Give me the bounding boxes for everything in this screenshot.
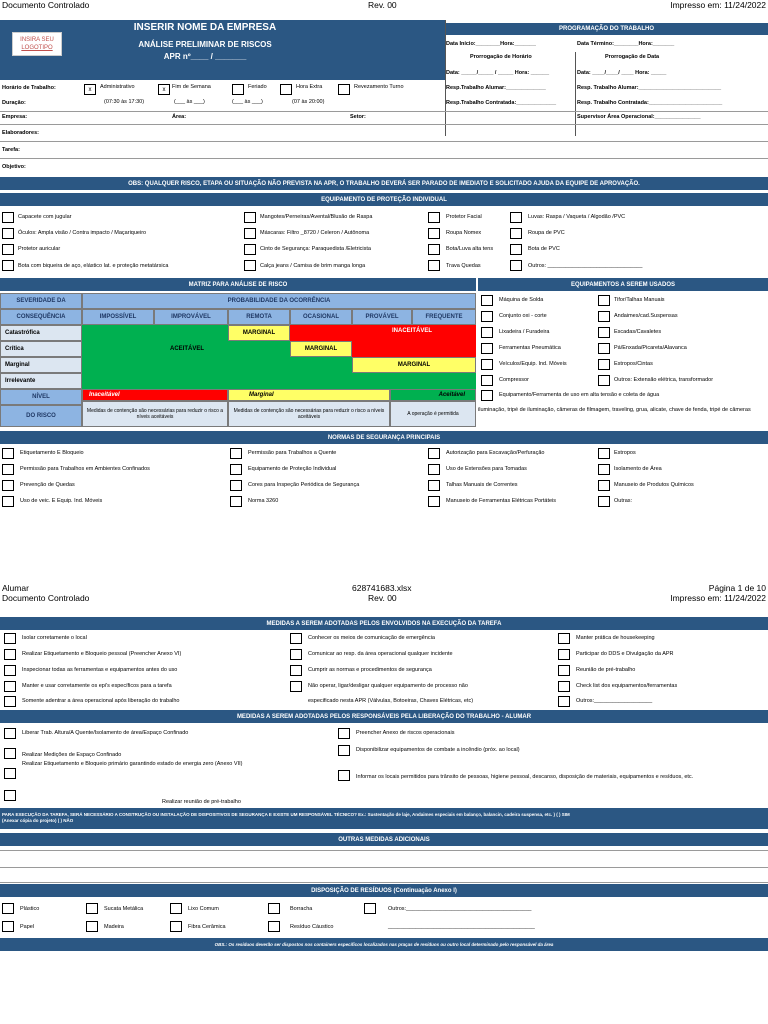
supervisor-field[interactable]: Supervisor Área Operacional:_______________: [577, 114, 701, 120]
opt-overtime: Hora Extra: [296, 84, 323, 90]
liberacao-checkbox[interactable]: [338, 745, 350, 756]
norma-item: Uso de Extensões para Tomadas: [446, 466, 527, 472]
matrix-bar: MATRIZ PARA ANÁLISE DE RISCO: [0, 278, 476, 291]
equip-item: Escadas/Cavaletes: [614, 329, 662, 335]
resp-contratada-right[interactable]: Resp. Trabalho Contratada:________________________: [577, 100, 723, 106]
liberacao-bar: MEDIDAS A SEREM ADOTADAS PELOS RESPONSÁVEIS PELA LIBERAÇÃO DO TRABALHO - ALUMAR: [0, 710, 768, 723]
equip-item-long: Equipamento/Ferramenta de uso em alta tensão e coleta de água: [499, 392, 660, 398]
medida-checkbox[interactable]: [558, 633, 570, 644]
dur-overtime: (07 às 20:00): [292, 99, 325, 105]
duracao-label: Duração:: [2, 100, 26, 106]
equip-checkbox[interactable]: [598, 295, 610, 306]
filename-label: 628741683.xlsx: [352, 583, 412, 593]
residuo-checkbox[interactable]: [2, 921, 14, 932]
checkbox-shift[interactable]: [338, 84, 350, 95]
residuo-item: Borracha: [290, 906, 313, 912]
epi-checkbox[interactable]: [428, 228, 440, 239]
medida-item: Inspecionar todas as ferramentas e equipamentos antes do uso: [22, 667, 178, 673]
liberacao-checkbox[interactable]: [4, 790, 16, 801]
prob-col: REMOTA: [228, 309, 290, 325]
residuos-obs: OBS.: Os resíduos deverão ser dispostos nos containers específicos localizados nas praças de resíduos ou outro local determinado pelo responsável da área: [0, 938, 768, 951]
equip-bar: EQUIPAMENTOS A SEREM USADOS: [478, 278, 768, 291]
equip-item: Estropos/Cintas: [614, 361, 653, 367]
residuo-item: Fibra Cerâmica: [188, 924, 226, 930]
epi-checkbox[interactable]: [428, 212, 440, 223]
equip-item: Lixadeira / Furadeira: [499, 329, 550, 335]
equip-item: Ferramentas Pneumática: [499, 345, 561, 351]
medida-checkbox[interactable]: [290, 633, 302, 644]
revision-label: Rev. 00: [368, 0, 397, 10]
opt-holiday: Feriado: [248, 84, 267, 90]
residuo-item: Lixo Comum: [188, 906, 219, 912]
norma-item: Isolamento de Área: [614, 466, 662, 472]
risk-level-label: DO RISCO: [0, 405, 82, 427]
epi-checkbox[interactable]: [244, 260, 256, 271]
epi-item: Roupa Nomex: [446, 230, 482, 236]
equip-item: Veículos/Equip. Ind. Móveis: [499, 361, 567, 367]
equip-checkbox[interactable]: [481, 311, 493, 322]
epi-checkbox[interactable]: [2, 260, 14, 271]
liberacao-checkbox[interactable]: [4, 748, 16, 759]
checkbox-admin[interactable]: x: [84, 84, 96, 95]
medidas-bar: MEDIDAS A SEREM ADOTADAS PELOS ENVOLVIDOS NA EXECUÇÃO DA TAREFA: [0, 617, 768, 630]
dur-weekend: (___ às ___): [174, 99, 205, 105]
medida-item: Somente adentrar a área operacional após liberação do trabalho: [22, 698, 180, 704]
epi-item: Mangotes/Perneiras/Avental/Blusão de Raspa: [260, 214, 373, 220]
nivel-label: NÍVEL: [0, 389, 82, 405]
dur-admin: (07:30 às 17:30): [104, 99, 145, 105]
medida-checkbox[interactable]: [558, 649, 570, 660]
residuo-item: Resíduo Cáustico: [290, 924, 334, 930]
medida-checkbox[interactable]: [290, 649, 302, 660]
prob-col: IMPROVÁVEL: [154, 309, 228, 325]
prorrog-horario: Prorrogação de Horário: [470, 54, 532, 60]
norma-checkbox[interactable]: [428, 480, 440, 491]
equip-item: Pá/Enxada/Picareta/Alavanca: [614, 345, 687, 351]
medida-item: Manter prática de housekeeping: [576, 635, 655, 641]
norma-item: Equipamento de Proteção Individual: [248, 466, 337, 472]
epi-item: Bota/Luva alta tens: [446, 246, 494, 252]
risk-zone-red-2: [352, 341, 476, 357]
equip-checkbox[interactable]: [481, 359, 493, 370]
doc-controlled-label: Documento Controlado: [2, 593, 90, 603]
norma-checkbox[interactable]: [2, 448, 14, 459]
norma-item: Manuseio de Ferramentas Elétricas Portáteis: [446, 498, 557, 504]
equip-checkbox[interactable]: [481, 390, 493, 401]
norma-checkbox[interactable]: [598, 464, 610, 475]
page-2: [0, 580, 768, 1024]
epi-bar: EQUIPAMENTO DE PROTEÇÃO INDIVIDUAL: [0, 193, 768, 206]
prorrog-data: Prorrogação de Data: [605, 54, 660, 60]
liberacao-item: Preencher Anexo de riscos operacionais: [356, 730, 455, 736]
residuo-item: Plástico: [20, 906, 40, 912]
residuo-checkbox[interactable]: [268, 903, 280, 914]
resp-alumar-left[interactable]: Resp.Trabalho Alumar:_____________: [446, 85, 546, 91]
risk-marginal-cell: MARGINAL: [228, 325, 290, 341]
severity-header-2: CONSEQUÊNCIA: [0, 309, 82, 325]
norma-checkbox[interactable]: [2, 480, 14, 491]
medida-checkbox[interactable]: [4, 665, 16, 676]
norma-item: Permissão para Trabalhos a Quente: [248, 450, 337, 456]
probability-header: PROBABILIDADE DA OCORRÊNCIA: [82, 293, 476, 309]
risk-marginal-cell: MARGINAL: [290, 341, 352, 357]
norma-checkbox[interactable]: [2, 496, 14, 507]
liberacao-checkbox[interactable]: [4, 768, 16, 779]
epi-item: Cinto de Segurança: Paraquedista /Eletricista: [260, 246, 371, 252]
tarefa-field[interactable]: Tarefa:: [2, 147, 20, 153]
medida-item: Participar do DDS e Divulgação da APR: [576, 651, 674, 657]
equip-checkbox[interactable]: [481, 375, 493, 386]
norma-item: Estropos: [614, 450, 636, 456]
epi-item: Protetor auricular: [18, 246, 61, 252]
norma-item: Cores para Inspeção Periódica de Segurança: [248, 482, 360, 488]
horario-label: Horário de Trabalho:: [2, 85, 56, 91]
resp-contratada-left[interactable]: Resp.Trabalho Contratada:_____________: [446, 100, 557, 106]
medida-item: Check list dos equipamentos/ferramentas: [576, 683, 678, 689]
prorrog-date-field[interactable]: Data: ____/____/ ____ Hora: _____: [577, 70, 667, 76]
norma-checkbox[interactable]: [428, 464, 440, 475]
residuo-checkbox[interactable]: [268, 921, 280, 932]
epi-item: Capacete com jugular: [18, 214, 72, 220]
risk-acceptable-label: ACEITÁVEL: [170, 346, 205, 352]
level-acceptable: Aceitável: [390, 389, 476, 401]
doc-title: ANÁLISE PRELIMINAR DE RISCOS: [138, 40, 272, 49]
liberacao-item: Realizar Medições de Espaço Confinado: [22, 752, 122, 758]
dur-holiday: (___ às ___): [232, 99, 263, 105]
level-unacceptable: Inaceitável: [82, 389, 228, 401]
medida-checkbox[interactable]: [558, 665, 570, 676]
opt-shift: Revezamento Turno: [354, 84, 404, 90]
norma-checkbox[interactable]: [428, 496, 440, 507]
liberacao-checkbox[interactable]: [338, 728, 350, 739]
residuo-other-field[interactable]: Outros:_________________________________________: [388, 906, 532, 912]
checkbox-overtime[interactable]: [280, 84, 292, 95]
equip-checkbox[interactable]: [598, 343, 610, 354]
page-number: Página 1 de 10: [708, 583, 766, 593]
medida-item: especificado nesta APR (Válvulas, Botoeiras, Chaves Elétricas, etc): [308, 698, 474, 704]
equip-checkbox[interactable]: [598, 311, 610, 322]
opt-admin: Administrativo: [100, 84, 135, 90]
severity-row: Irrelevante: [0, 373, 82, 389]
equip-checkbox[interactable]: [598, 327, 610, 338]
logo-line2: LOGOTIPO: [21, 45, 53, 51]
org-label: Alumar: [2, 583, 29, 593]
equip-item: Tifor/Talhas Manuais: [614, 297, 665, 303]
medida-item: Manter e usar corretamente os epi's específicos para a tarefa: [22, 683, 172, 689]
medida-item: Reunião de pré-trabalho: [576, 667, 636, 673]
normas-bar: NORMAS DE SEGURANÇA PRINCIPAIS: [0, 431, 768, 444]
medida-item: Conhecer os meios de comunicação de emergência: [308, 635, 435, 641]
risk-unacceptable-label: INACEITÁVEL: [392, 328, 433, 334]
equip-item: Compressor: [499, 377, 529, 383]
medida-checkbox[interactable]: [558, 681, 570, 692]
severity-row: Catastrófica: [0, 325, 82, 341]
residuo-item: Papel: [20, 924, 35, 930]
norma-item: Outras:: [614, 498, 633, 504]
medida-item: Não operar, ligar/desligar qualquer equipamento de processo não: [308, 683, 468, 689]
medida-checkbox[interactable]: [290, 681, 302, 692]
execucao-text-2: (Anexar cópia do projeto) ( ) NÃO: [2, 818, 74, 823]
epi-checkbox[interactable]: [244, 212, 256, 223]
norma-checkbox[interactable]: [598, 448, 610, 459]
liberacao-item: Liberar Trab. Altura/A Quente/Isolamento de área/Espaço Confinado: [22, 730, 189, 736]
epi-checkbox[interactable]: [244, 228, 256, 239]
medida-item: Realizar Etiquetamento e Bloqueio pessoal (Preencher Anexo VI): [22, 651, 182, 657]
revision-label: Rev. 00: [368, 593, 397, 603]
epi-item: Calça jeans / Camisa de brim manga longa: [260, 263, 366, 269]
epi-item: Óculos: Ampla visão / Contra impacto / Maçariqueiro: [18, 230, 147, 236]
equip-item: Máquina de Solda: [499, 297, 544, 303]
liberacao-item: Disponibilizar equipamentos de combate a incêndio (próx. ao local): [356, 747, 520, 753]
liberacao-checkbox[interactable]: [4, 728, 16, 739]
norma-checkbox[interactable]: [598, 480, 610, 491]
prob-col: OCASIONAL: [290, 309, 352, 325]
epi-item: Protetor Facial: [446, 214, 482, 220]
print-date: Impresso em: 11/24/2022: [670, 593, 766, 603]
epi-checkbox[interactable]: [510, 244, 522, 255]
area-field[interactable]: Área:: [172, 114, 187, 120]
residuo-checkbox[interactable]: [2, 903, 14, 914]
equip-item: Andaimes/cad.Suspensas: [614, 313, 678, 319]
opt-weekend: Fim de Semana: [172, 84, 211, 90]
medida-item: Comunicar ao resp. da área operacional qualquer incidente: [308, 651, 453, 657]
norma-item: Talhas Manuais de Correntes: [446, 482, 518, 488]
norma-checkbox[interactable]: [598, 496, 610, 507]
equip-note: iluminação, tripé de iluminação, câmeras de filmagem, traveling, grua, alicate, chave de fenda, tripé de câmeras: [478, 407, 751, 413]
norma-item: Manuseio de Produtos Químicos: [614, 482, 694, 488]
logo-line1: INSIRA SEU: [20, 37, 54, 43]
logo-placeholder: [12, 32, 62, 56]
residuo-checkbox[interactable]: [86, 921, 98, 932]
medida-checkbox[interactable]: [558, 696, 570, 707]
equip-checkbox[interactable]: [481, 327, 493, 338]
norma-item: Prevenção de Quedas: [20, 482, 75, 488]
risk-zone-red: [290, 325, 476, 341]
checkbox-weekend[interactable]: x: [158, 84, 170, 95]
setor-field[interactable]: Setor:: [350, 114, 366, 120]
epi-checkbox[interactable]: [428, 244, 440, 255]
severity-row: Marginal: [0, 357, 82, 373]
norma-item: Autorização para Escavação/Perfuração: [446, 450, 545, 456]
medida-checkbox[interactable]: [4, 649, 16, 660]
risk-marginal-cell: MARGINAL: [352, 357, 476, 373]
epi-item: Outros: _______________________________: [528, 263, 643, 269]
prob-col: PROVÁVEL: [352, 309, 412, 325]
medida-checkbox[interactable]: [4, 633, 16, 644]
apr-number: APR nº____ / _______: [163, 52, 247, 61]
residuo-checkbox[interactable]: [170, 921, 182, 932]
epi-item: Bota de PVC: [528, 246, 560, 252]
norma-item: Permissão para Trabalhos em Ambientes Confinados: [20, 466, 150, 472]
norma-checkbox[interactable]: [230, 480, 242, 491]
epi-checkbox[interactable]: [244, 244, 256, 255]
residuo-item: Madeira: [104, 924, 124, 930]
execucao-text: PARA EXECUÇÃO DA TAREFA, SERÁ NECESSÁRIO A CONSTRUÇÃO OU INSTALAÇÃO DE DISPOSITIVOS DE SEGURANÇA E EXISTE UM RESPONSÁVEL TÉCNICO? Ex.: Sustentação de laje, Andaimes especiais em balanço, balancin, cadeira suspensa, etc. ) ( ) SIM: [2, 812, 570, 817]
execucao-bar: [0, 808, 768, 829]
start-date-field[interactable]: Data Início:________Hora:_______: [446, 41, 536, 47]
norma-item: Norma 3260: [248, 498, 279, 504]
epi-checkbox[interactable]: [2, 212, 14, 223]
epi-checkbox[interactable]: [510, 212, 522, 223]
company-title: INSERIR NOME DA EMPRESA: [133, 22, 277, 33]
equip-checkbox[interactable]: [481, 295, 493, 306]
residuo-other-line[interactable]: ________________________________________________: [388, 924, 535, 930]
epi-item: Máscaras: Filtro _8720 / Celeron / Autônoma: [260, 230, 370, 236]
level-desc: Medidas de contenção são necessárias para reduzir o risco a níveis aceitáveis: [82, 401, 228, 427]
norma-item: Uso de veic. E Equip. Ind. Móveis: [20, 498, 103, 504]
epi-item: Luvas: Raspa / Vaqueta / Algodão /PVC: [528, 214, 626, 220]
norma-checkbox[interactable]: [230, 448, 242, 459]
equip-item: Conjunto oxi - corte: [499, 313, 547, 319]
end-date-field[interactable]: Data Término:________Hora:_______: [577, 41, 675, 47]
epi-checkbox[interactable]: [2, 228, 14, 239]
residuos-bar: DISPOSIÇÃO DE RESÍDUOS (Continuação Anexo I): [0, 884, 768, 897]
empresa-field[interactable]: Empresa:: [2, 114, 28, 120]
epi-item: Bota com biqueira de aço, elástico lat. e proteção metatársica: [18, 263, 169, 269]
objetivo-field[interactable]: Objetivo:: [2, 164, 26, 170]
medida-checkbox[interactable]: [4, 681, 16, 692]
elaboradores-field[interactable]: Elaboradores:: [2, 130, 39, 136]
residuo-checkbox[interactable]: [364, 903, 376, 914]
medida-checkbox[interactable]: [290, 665, 302, 676]
residuo-checkbox[interactable]: [170, 903, 182, 914]
norma-checkbox[interactable]: [2, 464, 14, 475]
checkbox-holiday[interactable]: [232, 84, 244, 95]
prob-col: IMPOSSÍVEL: [82, 309, 154, 325]
print-date: Impresso em: 11/24/2022: [670, 0, 766, 10]
level-marginal: Marginal: [228, 389, 390, 401]
equip-item: Outros: Extensão elétrica, transformador: [614, 377, 714, 383]
epi-checkbox[interactable]: [2, 244, 14, 255]
level-desc: A operação é permitida: [390, 401, 476, 427]
resp-alumar-right[interactable]: Resp. Trabalho Alumar:___________________________: [577, 85, 722, 91]
epi-item: Trava Quedas: [446, 263, 481, 269]
epi-checkbox[interactable]: [510, 260, 522, 271]
epi-checkbox[interactable]: [510, 228, 522, 239]
doc-controlled-label: Documento Controlado: [2, 0, 90, 10]
residuo-checkbox[interactable]: [86, 903, 98, 914]
medida-item: Outros:___________________: [576, 698, 653, 704]
outras-medidas-bar: OUTRAS MEDIDAS ADICIONAIS: [0, 833, 768, 846]
equip-checkbox[interactable]: [481, 343, 493, 354]
liberacao-item: Informar os locais permitidos para trânsito de pessoas, higiene pessoal, descanso, disposição de materiais, equipamentos e resíduos, etc.: [356, 774, 694, 780]
prog-title-bar: PROGRAMAÇÃO DO TRABALHO: [445, 23, 768, 35]
liberacao-item: Realizar Etiquetamento e Bloqueio primário garantindo estado de energia zero (Anexo VII): [22, 761, 243, 767]
epi-checkbox[interactable]: [428, 260, 440, 271]
prob-col: FREQUENTE: [412, 309, 476, 325]
norma-checkbox[interactable]: [428, 448, 440, 459]
liberacao-item: Realizar reunião de pré-trabalho: [162, 799, 241, 805]
equip-checkbox[interactable]: [598, 359, 610, 370]
medida-item: Isolar corretamente o local: [22, 635, 87, 641]
norma-checkbox[interactable]: [230, 496, 242, 507]
norma-checkbox[interactable]: [230, 464, 242, 475]
medida-item: Cumprir as normas e procedimentos de segurança: [308, 667, 432, 673]
obs-bar: OBS: QUALQUER RISCO, ETAPA OU SITUAÇÃO NÃO PREVISTA NA APR, O TRABALHO DEVERÁ SER PARADO DE IMEDIATO E SOLICITADO AJUDA DA EQUIPE DE APROVAÇÃO.: [0, 177, 768, 190]
epi-item: Roupa de PVC: [528, 230, 565, 236]
medida-checkbox[interactable]: [4, 696, 16, 707]
liberacao-checkbox[interactable]: [338, 770, 350, 781]
level-desc: Medidas de contenção são necessárias para reduzir o risco a níveis aceitáveis: [228, 401, 390, 427]
severity-row: Crítica: [0, 341, 82, 357]
prorrog-time-field[interactable]: Data: _____/_____ / _____ Hora: ______: [446, 70, 550, 76]
residuo-item: Sucata Metálica: [104, 906, 144, 912]
severity-header-1: SEVERIDADE DA: [0, 293, 82, 309]
equip-checkbox[interactable]: [598, 375, 610, 386]
norma-item: Etiquetamento E Bloqueio: [20, 450, 84, 456]
